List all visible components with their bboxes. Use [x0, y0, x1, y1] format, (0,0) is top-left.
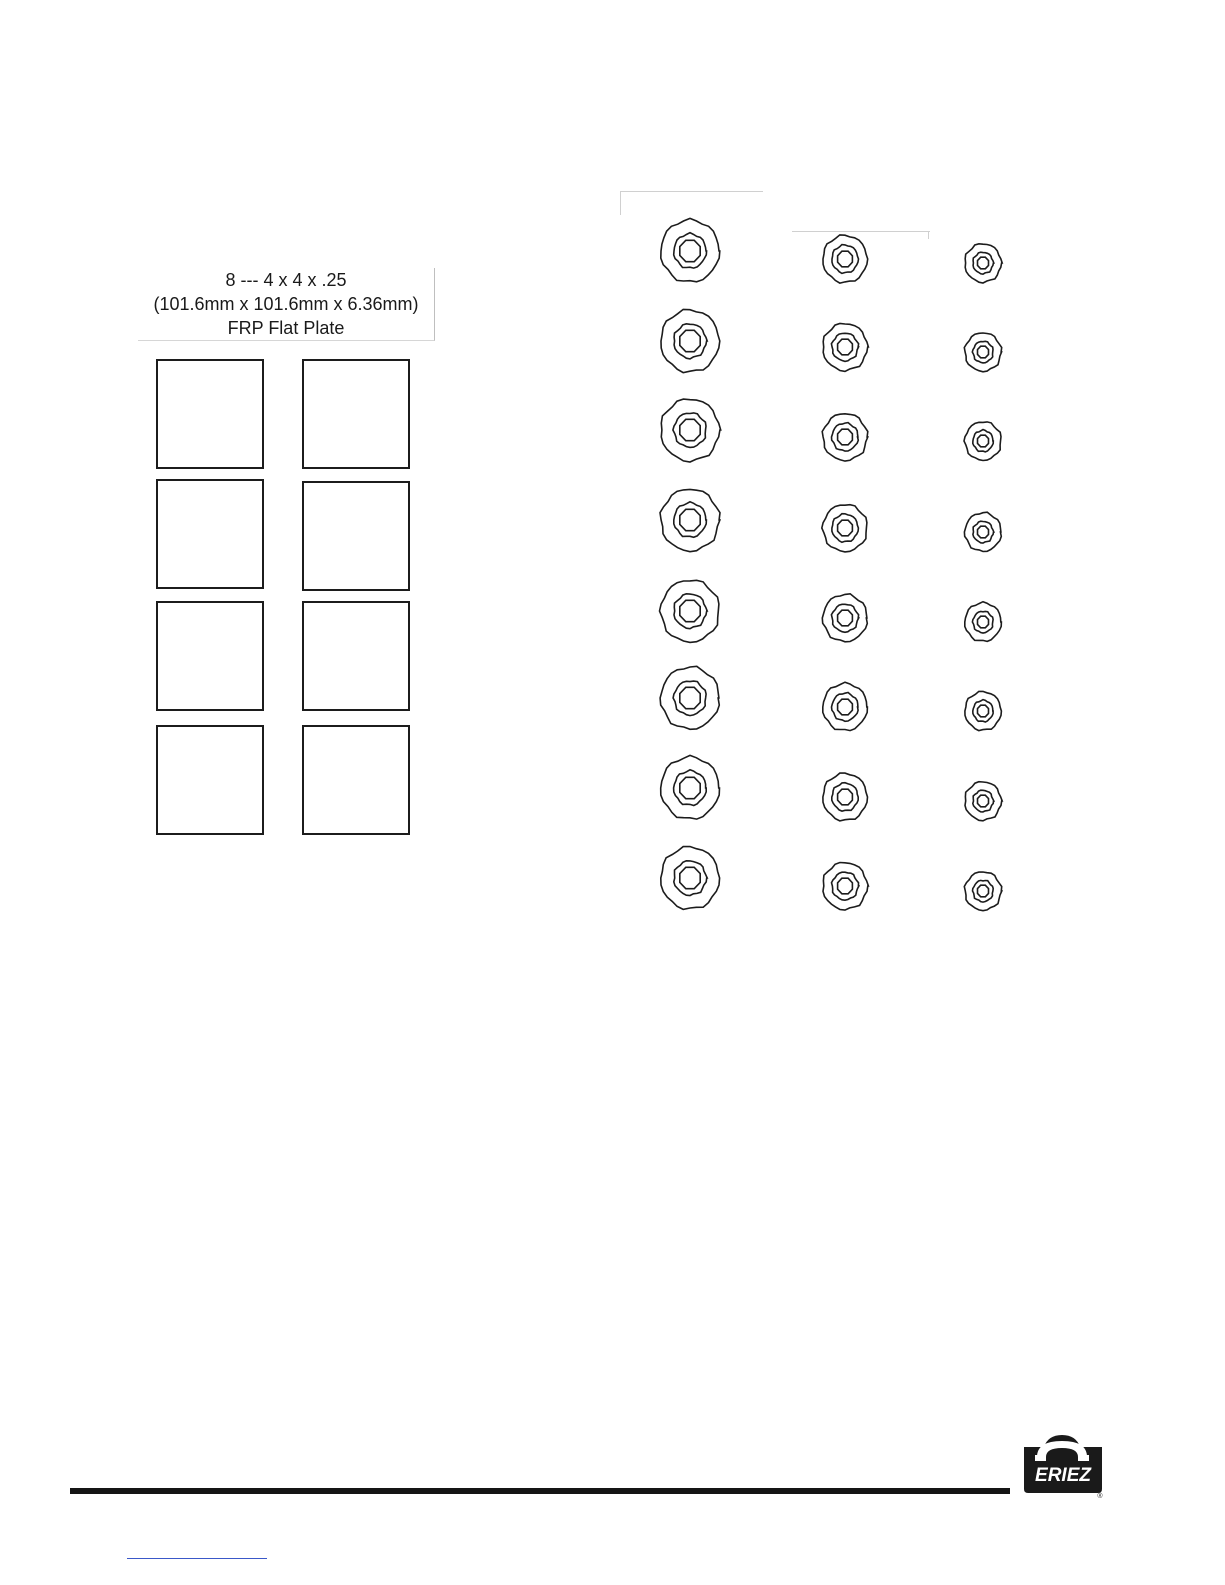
pipe-fitting-icon [660, 580, 719, 642]
fitting-bore [978, 705, 989, 717]
fitting-bore [680, 777, 700, 798]
pipe-fitting-icon [661, 399, 720, 462]
fitting-outer-ring [964, 872, 1002, 911]
pipe-fitting-icon [823, 235, 868, 283]
fitting-outer-ring [661, 755, 720, 819]
fitting-inner-ring [832, 423, 859, 452]
link-underline[interactable] [127, 1558, 267, 1559]
pipe-fitting-icon [965, 782, 1002, 821]
pipe-fitting-icon [965, 602, 1002, 642]
pipe-fitting-icon [964, 422, 1001, 461]
pipe-fitting-icon [661, 218, 720, 281]
fitting-bore [978, 616, 989, 628]
caption-material: FRP Flat Plate [227, 318, 345, 338]
fitting-outer-ring [823, 324, 868, 372]
pipe-fitting-icon [823, 324, 868, 372]
fitting-inner-ring [832, 693, 859, 722]
fitting-inner-ring [674, 233, 707, 268]
fitting-outer-ring [661, 847, 720, 910]
pipe-fitting-icon [823, 773, 868, 821]
caption-quantity-size: 8 --- 4 x 4 x .25 [225, 270, 347, 290]
fitting-bore [978, 795, 989, 807]
fitting-inner-ring [832, 514, 859, 543]
pipe-fitting-icon [964, 872, 1002, 911]
fitting-outer-ring [660, 580, 719, 642]
pipe-fitting-icon [823, 682, 868, 730]
fitting-inner-ring [973, 430, 994, 452]
caption-metric-size: (101.6mm x 101.6mm x 6.36mm) [153, 294, 419, 314]
fitting-outer-ring [660, 489, 720, 551]
fitting-outer-ring [964, 333, 1001, 372]
pipe-fitting-icon [661, 755, 720, 819]
fitting-inner-ring [831, 604, 858, 632]
pipe-fitting-icon [822, 505, 867, 552]
fitting-outer-ring [823, 682, 868, 730]
fitting-bore [838, 878, 853, 894]
fitting-inner-ring [973, 252, 994, 274]
fitting-outer-ring [660, 666, 719, 729]
fitting-bore [838, 429, 853, 445]
fitting-outer-ring [965, 782, 1002, 821]
fitting-bore [838, 520, 853, 536]
fitting-bore [978, 257, 989, 269]
fitting-inner-ring [831, 333, 858, 361]
fitting-bore [838, 699, 853, 715]
fitting-outer-ring [822, 594, 867, 642]
fitting-outer-ring [822, 414, 868, 461]
fitting-bore [680, 240, 700, 261]
fitting-bore [680, 419, 700, 440]
pipe-fitting-icon [965, 691, 1002, 730]
fitting-bore [978, 526, 989, 538]
fitting-inner-ring [972, 611, 993, 633]
fitting-outer-ring [964, 512, 1001, 551]
fitting-bore [680, 509, 700, 530]
fitting-outer-ring [964, 422, 1001, 461]
fitting-outer-ring [965, 691, 1002, 730]
fitting-bore [838, 251, 853, 267]
pipe-fitting-icon [822, 594, 867, 642]
fitting-bore [680, 600, 700, 621]
pipe-fitting-icon [661, 847, 720, 910]
fitting-inner-ring [973, 700, 993, 722]
fitting-bore [680, 867, 700, 888]
fitting-outer-ring [823, 773, 868, 821]
fitting-bore [838, 339, 853, 355]
fitting-bore [978, 885, 989, 897]
fitting-outer-ring [661, 309, 720, 372]
fitting-bore [838, 789, 853, 805]
logo-wordmark: ERIEZ [1035, 1465, 1091, 1486]
fitting-inner-ring [832, 872, 859, 900]
pipe-fitting-icon [822, 414, 868, 461]
pipe-fitting-icon [964, 333, 1001, 372]
fitting-inner-ring [973, 880, 994, 902]
fitting-inner-ring [972, 341, 993, 363]
fitting-inner-ring [973, 790, 994, 812]
footer-rule [70, 1488, 1010, 1494]
fitting-outer-ring [965, 244, 1002, 283]
pipe-fitting-icon [965, 244, 1002, 283]
fitting-bore [978, 346, 989, 358]
pipe-fitting-icon [823, 863, 868, 911]
pipe-fitting-icon [964, 512, 1001, 551]
fitting-inner-ring [673, 413, 706, 448]
fitting-inner-ring [674, 770, 707, 806]
fitting-inner-ring [674, 594, 707, 629]
fitting-inner-ring [832, 783, 858, 811]
fitting-outer-ring [661, 218, 720, 281]
fitting-outer-ring [822, 505, 867, 552]
fitting-inner-ring [973, 521, 994, 543]
fitting-bore [838, 610, 853, 626]
fitting-inner-ring [674, 861, 707, 896]
eriez-logo [1018, 1433, 1106, 1499]
fitting-outer-ring [661, 399, 720, 462]
pipe-fitting-icon [660, 489, 720, 551]
pipe-fitting-icon [660, 666, 719, 729]
pipe-fitting-icon [661, 309, 720, 372]
fitting-outer-ring [965, 602, 1002, 642]
registered-mark: ® [1097, 1493, 1103, 1499]
fitting-inner-ring [673, 681, 706, 716]
fitting-bore [680, 330, 700, 351]
fitting-inner-ring [832, 245, 859, 274]
fitting-outer-ring [823, 235, 868, 283]
fitting-outer-ring [823, 863, 868, 911]
fitting-inner-ring [674, 502, 707, 538]
fitting-bore [680, 687, 700, 708]
fitting-bore [978, 435, 989, 447]
